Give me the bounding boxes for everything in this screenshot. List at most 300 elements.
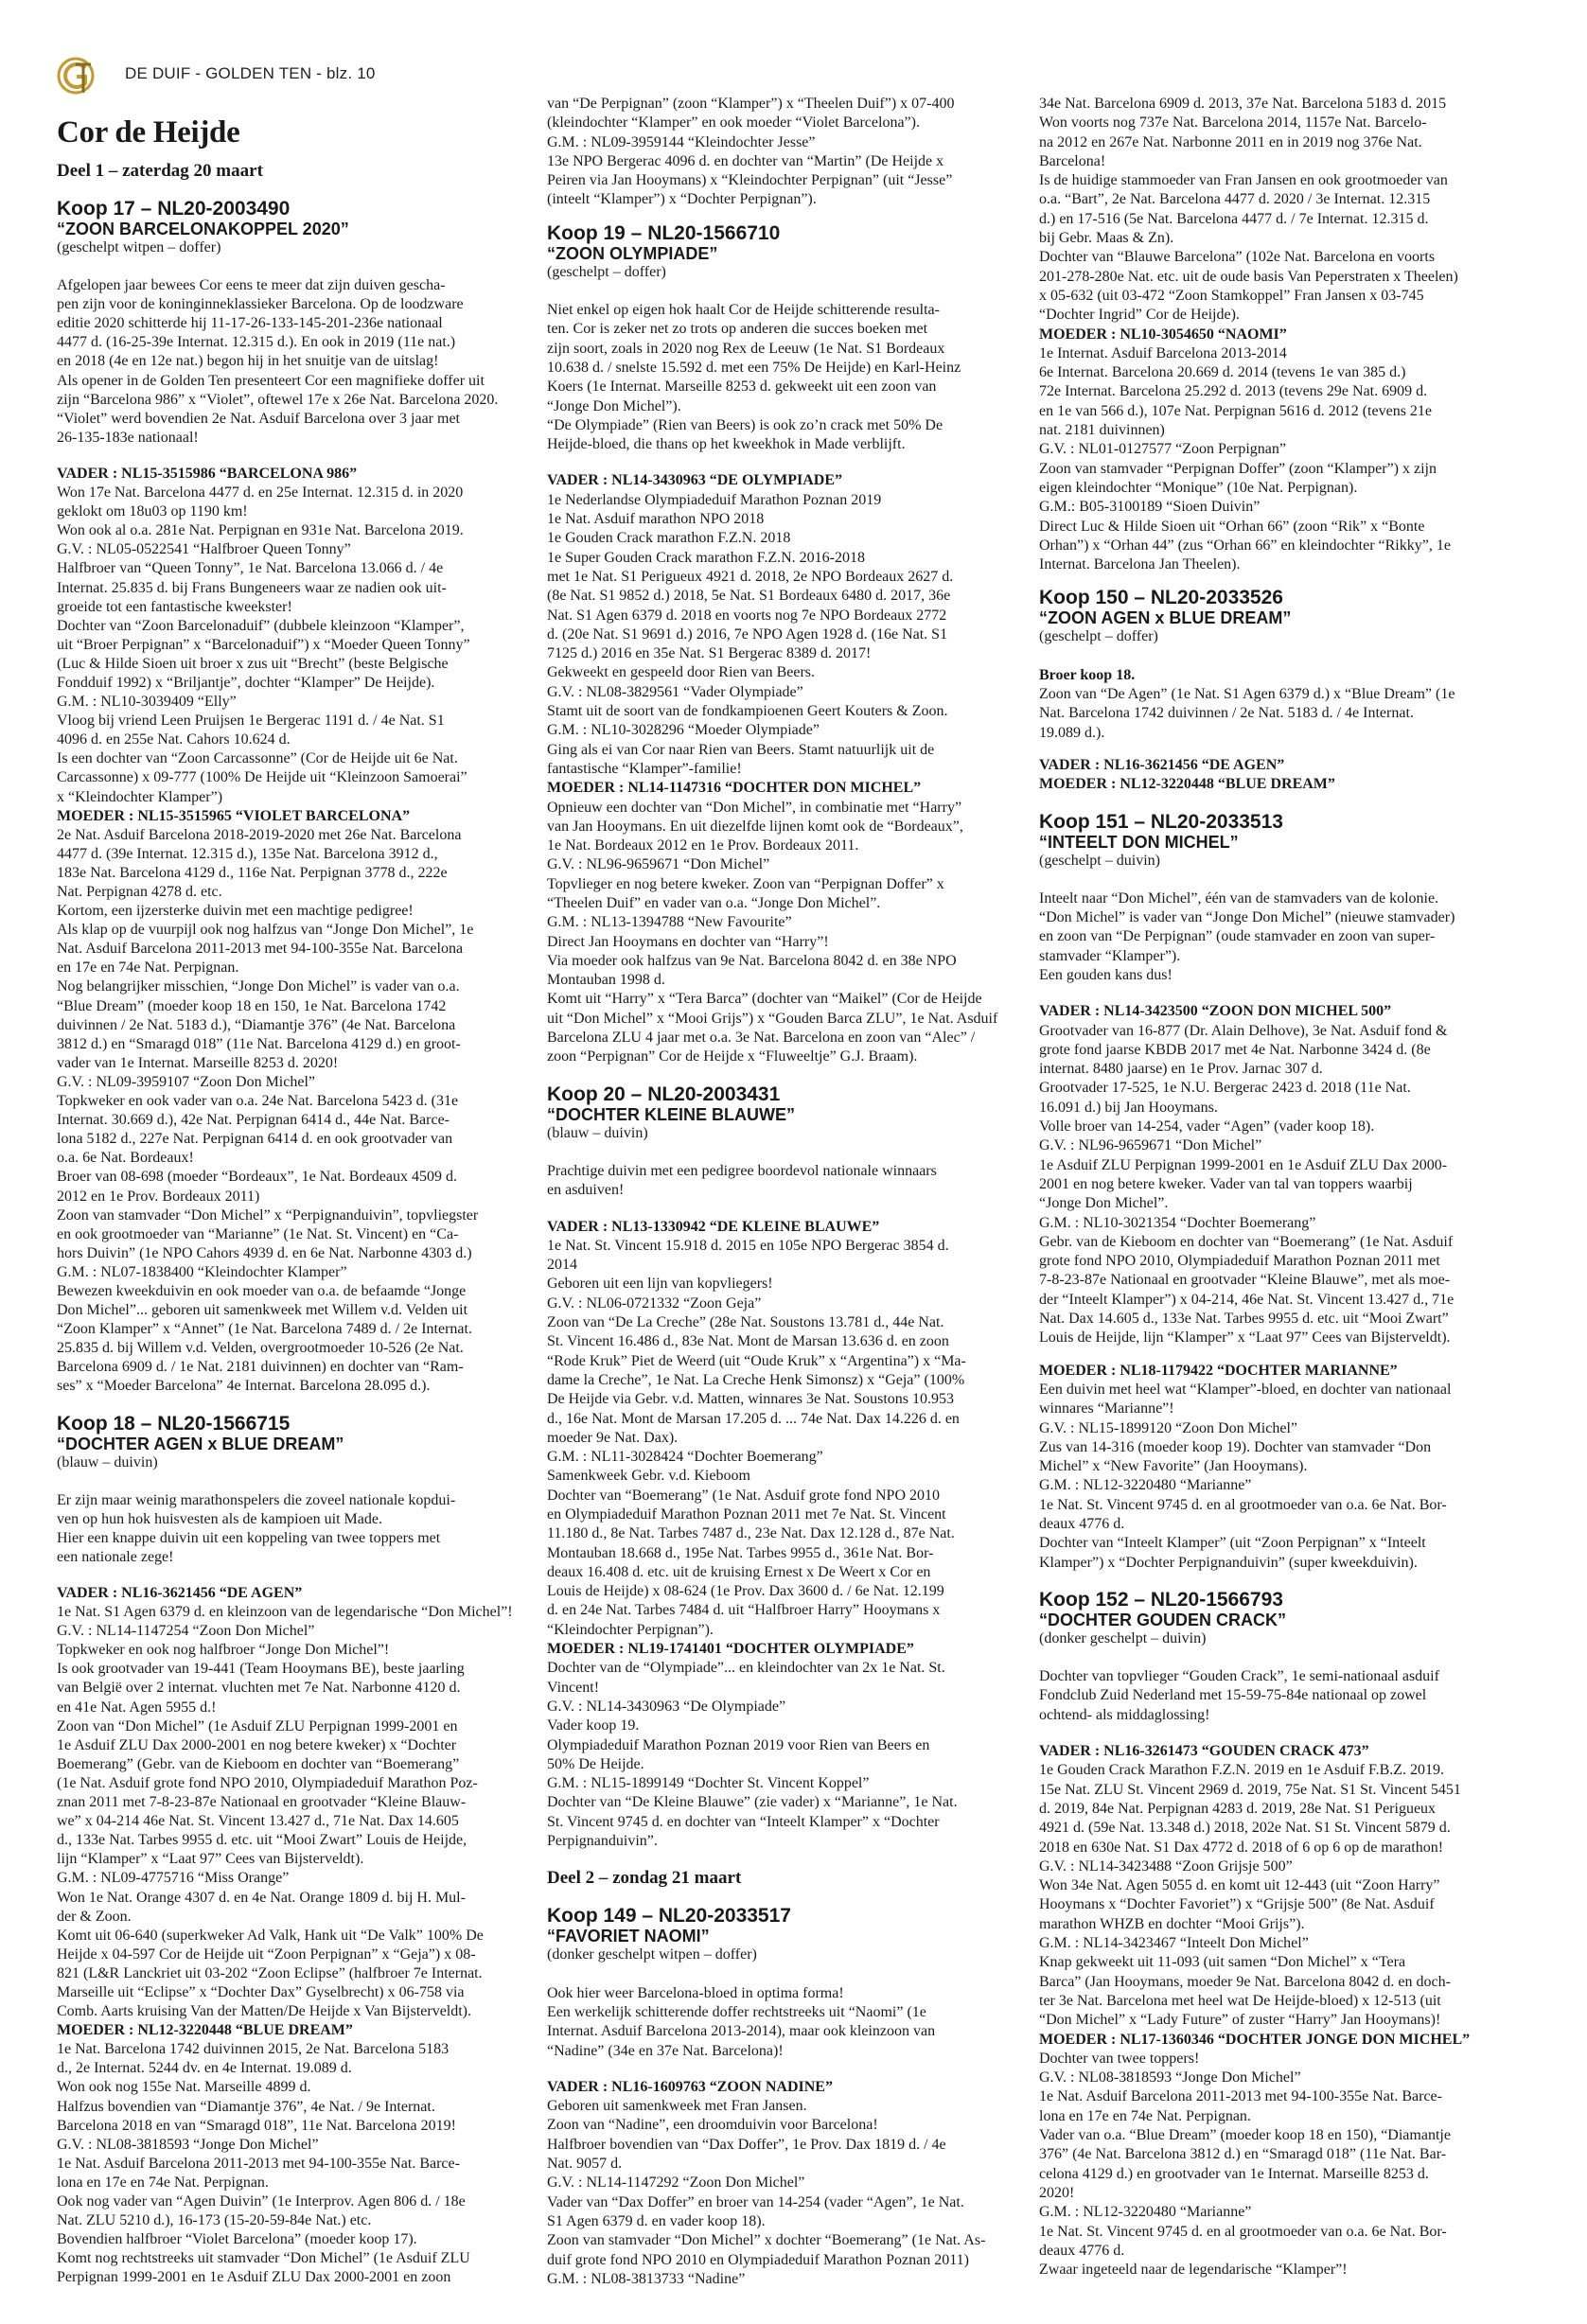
pedigree-line: G.M. : NL10-3021354 “Dochter Boemerang” bbox=[1039, 1214, 1316, 1231]
intro-line: ven op hun hok huisvesten als de kampioen uit Made. bbox=[57, 1510, 382, 1527]
lot-entry bbox=[1039, 812, 1531, 1573]
pedigree-line: 4477 d. (39e Internat. 12.315 d.), 135e Nat. Barcelona 3912 d., bbox=[57, 845, 438, 862]
pedigree-line: Olympiadeduif Marathon Poznan 2019 voor Rien van Beers en bbox=[547, 1736, 930, 1753]
text-line: en 1e van 566 d.), 107e Nat. Perpignan 5616 d. 2012 (tevens 21e bbox=[1039, 402, 1433, 419]
pedigree-line: G.M. : NL11-3028424 “Dochter Boemerang” bbox=[547, 1449, 823, 1466]
pedigree-line: Bewezen kweekduivin en ook moeder van o.a. de befaamde “Jonge bbox=[57, 1282, 467, 1299]
intro-line: Afgelopen jaar bewees Cor eens te meer dat zijn duiven gescha- bbox=[57, 277, 446, 294]
pedigree-line: deaux 4776 d. bbox=[1039, 2242, 1125, 2259]
pedigree-line: winnares “Marianne”! bbox=[1039, 1400, 1174, 1417]
pedigree-line: (1e Nat. Asduif grote fond NPO 2010, Olympiadeduif Marathon Poz- bbox=[57, 1774, 478, 1791]
pedigree-line: St. Vincent 16.486 d., 83e Nat. Mont de Marsan 13.636 d. en zoon bbox=[547, 1333, 949, 1350]
pedigree-line: Louis de Heijde, lijn “Klamper” x “Laat 97” Cees van Bijsterveldt). bbox=[1039, 1329, 1451, 1347]
pedigree-line: 2e Nat. Asduif Barcelona 2018-2019-2020 met 26e Nat. Barcelona bbox=[57, 826, 462, 843]
intro-line: ten. Cor is zeker net zo trots op anderen die succes boeken met bbox=[547, 321, 928, 338]
text-line: 201-278-280e Nat. etc. uit de oude basis Van Peperstraten x Theelen) bbox=[1039, 268, 1458, 285]
pedigree-line: (8e Nat. S1 9852 d.) 2018, 5e Nat. S1 Bordeaux 6480 d. 2017, 36e bbox=[547, 588, 951, 605]
spacer bbox=[1039, 1348, 1531, 1362]
text-line: MOEDER : NL10-3054650 “NAOMI” bbox=[1039, 326, 1287, 343]
lot-intro bbox=[57, 1491, 526, 1567]
text-line: G.M.: B05-3100189 “Sioen Duivin” bbox=[1039, 499, 1261, 516]
intro-line: Ook hier weer Barcelona-bloed in optima forma! bbox=[547, 1984, 844, 2001]
lot-name: “ZOON AGEN x BLUE DREAM” bbox=[1039, 608, 1292, 628]
pedigree-line: Gekweekt en gespeeld door Rien van Beers. bbox=[547, 664, 816, 681]
pedigree-line: G.V. : NL08-3829561 “Vader Olympiade” bbox=[547, 683, 803, 700]
intro-line: “Jonge Don Michel”). bbox=[547, 397, 681, 414]
lot-entry bbox=[547, 1868, 1016, 2289]
pedigree-line: Geboren uit samenkweek met Fran Jansen. bbox=[547, 2098, 807, 2115]
pedigree-line: Boemerang” (Gebr. van de Kieboom en dochter van “Boemerang” bbox=[57, 1755, 460, 1772]
pedigree-line: der “Inteelt Klamper”) x 04-214, 46e Nat. St. Vincent 13.427 d., 71e bbox=[1039, 1291, 1455, 1308]
pedigree-line: G.V. : NL14-1147292 “Zoon Don Michel” bbox=[547, 2174, 805, 2192]
parent-heading: VADER : NL16-3621456 “DE AGEN” bbox=[57, 1585, 303, 1601]
lot-heading: Koop 19 – NL20-1566710 bbox=[547, 221, 781, 244]
lot-entry bbox=[57, 199, 526, 1397]
parent-heading: VADER : NL16-1609763 “ZOON NADINE” bbox=[547, 2078, 833, 2095]
intro-line: Als opener in de Golden Ten presenteert Cor een magnifieke doffer uit bbox=[57, 372, 485, 389]
pedigree-line: “Don Michel” x “Lady Future” of zuster “Harry” Jan Hooymans)! bbox=[1039, 2012, 1441, 2029]
intro-line: “De Olympiade” (Rien van Beers) is ook zo’n crack met 50% De bbox=[547, 416, 943, 433]
pedigree-line: Barcelona 2018 en van “Smaragd 018”, 11e Nat. Barcelona 2019! bbox=[57, 2117, 456, 2134]
pedigree-line: moeder 9e Nat. Dax). bbox=[547, 1429, 679, 1446]
pedigree-line: deaux 4776 d. bbox=[1039, 1516, 1125, 1532]
pedigree-line: 2014 bbox=[547, 1257, 577, 1274]
pedigree-line: G.V. : NL08-3818593 “Jonge Don Michel” bbox=[57, 2136, 319, 2153]
pedigree-line: 1e Gouden Crack Marathon F.Z.N. 2019 en 1e Asduif F.B.Z. 2019. bbox=[1039, 1762, 1445, 1779]
pedigree-line: d., 16e Nat. Mont de Marsan 17.205 d. ... 74e Nat. Dax 14.226 d. en bbox=[547, 1410, 960, 1427]
lot-entry bbox=[547, 1084, 1016, 1852]
text-line: 1e Internat. Asduif Barcelona 2013-2014 bbox=[1039, 344, 1287, 361]
intro-line: Fondclub Zuid Nederland met 15-59-75-84e nationaal op zowel bbox=[1039, 1687, 1427, 1704]
pedigree-line: Perpignanduivin”. bbox=[547, 1833, 658, 1850]
intro-line: 10.638 d. / snelste 15.592 d. met een 75% De Heijde) en Karl-Heinz bbox=[547, 359, 961, 376]
pedigree-line: Dochter van twee toppers! bbox=[1039, 2050, 1200, 2067]
pedigree-line: Volle broer van 14-254, vader “Agen” (vader koop 18). bbox=[1039, 1118, 1375, 1136]
lot-name: “ZOON OLYMPIADE” bbox=[547, 243, 718, 263]
pedigree-line: van Jan Hooymans. En uit diezelfde lijnen komt ook de “Bordeaux”, bbox=[547, 818, 963, 835]
lot-heading: Koop 18 – NL20-1566715 bbox=[57, 1412, 291, 1435]
text-line: eigen kleindochter “Monique” (10e Nat. Perpignan). bbox=[1039, 479, 1358, 496]
pedigree-line: 1e Nat. Bordeaux 2012 en 1e Prov. Bordeaux 2011. bbox=[547, 837, 859, 854]
pedigree-line: Internat. 25.835 d. bij Frans Bungeneers waar ze nadien ook uit- bbox=[57, 579, 447, 596]
pedigree-line: (Luc & Hilde Sioen uit broer x zus uit “Brecht” (beste Belgische bbox=[57, 655, 449, 672]
intro-line: “Nadine” (34e en 37e Nat. Barcelona)! bbox=[547, 2042, 784, 2059]
pedigree-line: groeide tot een fantastische kweekster! bbox=[57, 598, 292, 615]
lot-name: “DOCHTER KLEINE BLAUWE” bbox=[547, 1104, 795, 1124]
pedigree-line: Louis de Heijde) x 08-624 (1e Prov. Dax 3600 d. / 6e Nat. 12.199 bbox=[547, 1583, 944, 1600]
pedigree-line: Nat. Barcelona 1742 duivinnen / 2e Nat. 5183 d. / 4e Internat. bbox=[1039, 705, 1414, 722]
pedigree-line: 376” (4e Nat. Barcelona 3812 d.) en “Smaragd 018” (11e Nat. Bar- bbox=[1039, 2146, 1447, 2163]
spacer bbox=[547, 210, 1016, 223]
intro-line: “Don Michel” is vader van “Jonge Don Michel” (nieuwe stamvader) bbox=[1039, 909, 1455, 926]
pedigree-line: “Blue Dream” (moeder koop 18 en 150, 1e Nat. Barcelona 1742 bbox=[57, 997, 447, 1014]
pedigree-line: “Kleindochter Perpignan”). bbox=[547, 1621, 714, 1638]
intro-line: Een werkelijk schitterende doffer rechtstreeks uit “Naomi” (1e bbox=[547, 2003, 926, 2020]
pedigree-line: G.M. : NL08-3813733 “Nadine” bbox=[547, 2270, 746, 2287]
pedigree-line: Dochter van “Boemerang” (1e Nat. Asduif grote fond NPO 2010 bbox=[547, 1487, 940, 1504]
text-line: 34e Nat. Barcelona 6909 d. 2013, 37e Nat. Barcelona 5183 d. 2015 bbox=[1039, 96, 1447, 112]
pedigree-line: Komt uit “Harry” x “Tera Barca” (dochter van “Maikel” (Cor de Heijde bbox=[547, 991, 982, 1008]
intro-line: en 2018 (4e en 12e nat.) begon hij in het snuitje van de uitslag! bbox=[57, 353, 439, 370]
lot-colour: (donker geschelpt – duivin) bbox=[1039, 1629, 1207, 1646]
pedigree-line: 16.091 d.) bij Jan Hooymans. bbox=[1039, 1099, 1218, 1116]
pedigree-line: der & Zoon. bbox=[57, 1908, 132, 1925]
pedigree-line: Topvlieger en nog betere kweker. Zoon van “Perpignan Doffer” x bbox=[547, 875, 944, 892]
pedigree-line: 1e Nat. S1 Agen 6379 d. en kleinzoon van de legendarische “Don Michel”! bbox=[57, 1604, 513, 1621]
spacer bbox=[1039, 574, 1531, 588]
pedigree-line: celona 4129 d.) en grootvader van 1e Internat. Marseille 8253 d. bbox=[1039, 2165, 1429, 2182]
pedigree-line: 183e Nat. Barcelona 4129 d., 116e Nat. Perpignan 3778 d., 222e bbox=[57, 864, 448, 881]
pedigree-line: uit “Don Michel” x “Mooi Grijs”) x “Gouden Barca ZLU”, 1e Nat. Asduif bbox=[547, 1010, 998, 1027]
pedigree-line: Vader van “Dax Doffer” en broer van 14-254 (vader “Agen”, 1e Nat. bbox=[547, 2193, 964, 2210]
lot-colour: (donker geschelpt witpen – doffer) bbox=[547, 1946, 757, 1963]
text-line: 6e Internat. Barcelona 20.669 d. 2014 (tevens 1e van 385 d.) bbox=[1039, 364, 1406, 381]
pedigree-line: hors Duivin” (1e NPO Cahors 4939 d. en 6e Nat. Narbonne 4303 d.) bbox=[57, 1244, 472, 1261]
pedigree-line: 3812 d.) en “Smaragd 018” (11e Nat. Barcelona 4129 d.) en groot- bbox=[57, 1035, 461, 1052]
lot-colour: (geschelpt – doffer) bbox=[1039, 628, 1158, 645]
pedigree-line: G.V. : NL14-3430963 “De Olympiade” bbox=[547, 1698, 786, 1715]
pedigree-line: “Theelen Duif” en vader van o.a. “Jonge Don Michel”. bbox=[547, 894, 881, 911]
intro-line: Dochter van topvlieger “Gouden Crack”, 1e semi-nationaal asduif bbox=[1039, 1668, 1439, 1685]
pedigree-line: Geboren uit een lijn van kopvliegers! bbox=[547, 1276, 773, 1293]
lot-entry bbox=[1039, 1590, 1531, 2280]
text-line: Won voorts nog 737e Nat. Barcelona 2014, 1157e Nat. Barcelo- bbox=[1039, 114, 1427, 132]
lot-colour: (geschelpt – doffer) bbox=[547, 263, 666, 280]
pedigree-line: Ook nog vader van “Agen Duivin” (1e Interprov. Agen 806 d. / 18e bbox=[57, 2193, 466, 2210]
lot-name: “FAVORIET NAOMI” bbox=[547, 1927, 710, 1946]
intro-line: “Violet” werd bovendien 2e Nat. Asduif Barcelona over 3 jaar met bbox=[57, 410, 460, 427]
pedigree-line: 19.089 d.). bbox=[1039, 724, 1105, 741]
pedigree-line: Vloog bij vriend Leen Pruijsen 1e Bergerac 1191 d. / 4e Nat. S1 bbox=[57, 713, 445, 730]
lot-heading: Koop 149 – NL20-2033517 bbox=[547, 1905, 791, 1928]
pedigree-line: G.M. : NL10-3028296 “Moeder Olympiade” bbox=[547, 722, 820, 739]
intro-line: en zoon van “De Perpignan” (oude stamvader en zoon van super- bbox=[1039, 928, 1436, 945]
pedigree-line: Ging als ei van Cor naar Rien van Beers. Stamt natuurlijk uit de bbox=[547, 741, 935, 758]
pedigree-line: 1e Nat. Asduif marathon NPO 2018 bbox=[547, 511, 765, 528]
pedigree-line: Topkweker en ook vader van o.a. 24e Nat. Barcelona 5423 d. (31e bbox=[57, 1093, 459, 1110]
parent-heading: MOEDER : NL12-3220448 “BLUE DREAM” bbox=[57, 2022, 353, 2039]
pedigree-line: Barcelona ZLU 4 jaar met o.a. 3e Nat. Barcelona en zoon van “Alec” / bbox=[547, 1030, 976, 1047]
pedigree-line: 1e Nat. St. Vincent 9745 d. en al grootmoeder van o.a. 6e Nat. Bor- bbox=[1039, 1496, 1447, 1513]
pedigree-line: G.V. : NL08-3818593 “Jonge Don Michel” bbox=[1039, 2069, 1301, 2086]
parent-heading: VADER : NL14-3430963 “DE OLYMPIADE” bbox=[547, 472, 843, 489]
lot-intro bbox=[547, 1162, 1016, 1201]
pedigree-line: 821 (L&R Lanckriet uit 03-202 “Zoon Eclipse” (halfbroer 7e Internat. bbox=[57, 1964, 483, 1981]
pedigree-line: G.V. : NL15-1899120 “Zoon Don Michel” bbox=[1039, 1419, 1297, 1436]
pedigree-line: duivinnen / 2e Nat. 5183 d.), “Diamantje 376” (4e Nat. Barcelona bbox=[57, 1016, 456, 1033]
pedigree-line: Bovendien halfbroer “Violet Barcelona” (moeder koop 17). bbox=[57, 2231, 417, 2248]
intro-line: Heijde-bloed, die thans op het kweekhok in Made verblijft. bbox=[547, 436, 906, 453]
pedigree-line: Nat. Perpignan 4278 d. etc. bbox=[57, 884, 222, 900]
pedigree-line: Dochter van “Inteelt Klamper” (uit “Zoon Perpignan” x “Inteelt bbox=[1039, 1535, 1426, 1552]
lot-heading: Koop 20 – NL20-2003431 bbox=[547, 1083, 781, 1105]
parent-heading: MOEDER : NL12-3220448 “BLUE DREAM” bbox=[1039, 776, 1335, 793]
pedigree-line: Comb. Aarts kruising Van der Matten/De Heijde x Van Bijsterveldt). bbox=[57, 2003, 472, 2020]
pedigree-line: G.V. : NL14-1147254 “Zoon Don Michel” bbox=[57, 1623, 315, 1640]
pedigree-line: 7125 d.) 2016 en 35e Nat. S1 Bergerac 8389 d. 2017! bbox=[547, 645, 872, 662]
lot-entry bbox=[57, 1414, 526, 2288]
pedigree-line: Een duivin met heel wat “Klamper”-bloed, en dochter van nationaal bbox=[1039, 1381, 1452, 1398]
pedigree-line: en 41e Nat. Agen 5955 d.! bbox=[57, 1699, 217, 1716]
intro-line: Een gouden kans dus! bbox=[1039, 966, 1173, 983]
parent-heading: VADER : NL16-3261473 “GOUDEN CRACK 473” bbox=[1039, 1743, 1369, 1760]
lot-heading: Koop 152 – NL20-1566793 bbox=[1039, 1588, 1283, 1611]
lot-name: “INTEELT DON MICHEL” bbox=[1039, 832, 1239, 852]
text-line: x 05-632 (uit 03-472 “Zoon Stamkoppel” Fran Jansen x 03-745 bbox=[1039, 287, 1424, 304]
pedigree-line: Kortom, een ijzersterke duivin met een machtige pedigree! bbox=[57, 903, 414, 920]
pedigree-line: Dochter van “Zoon Barcelonaduif” (dubbele kleinzoon “Klamper”, bbox=[57, 617, 465, 634]
pedigree-line: 4921 d. (59e Nat. 13.348 d.) 2018, 202e Nat. S1 St. Vincent 5879 d. bbox=[1039, 1820, 1451, 1837]
pedigree-line: Als klap op de vuurpijl ook nog halfzus van “Jonge Don Michel”, 1e bbox=[57, 922, 474, 939]
pedigree-line: Won 1e Nat. Orange 4307 d. en 4e Nat. Orange 1809 d. bij H. Mul- bbox=[57, 1889, 466, 1906]
pedigree bbox=[1039, 1002, 1531, 1573]
pedigree-line: St. Vincent 9745 d. en dochter van “Inteelt Klamper” x “Dochter bbox=[547, 1813, 940, 1830]
pedigree-line: Klamper”) x “Dochter Perpignanduivin” (super kweekduivin). bbox=[1039, 1554, 1418, 1571]
pedigree-line: 2020! bbox=[1039, 2184, 1075, 2201]
lot-heading: Koop 150 – NL20-2033526 bbox=[1039, 587, 1283, 609]
pedigree-line: Zus van 14-316 (moeder koop 19). Dochter van stamvader “Don bbox=[1039, 1438, 1432, 1455]
pedigree bbox=[1039, 666, 1531, 795]
pedigree-line: znan 2011 met 7-8-23-87e Nationaal en grootvader “Kleine Blauw- bbox=[57, 1794, 467, 1811]
intro-line: editie 2020 schitterde hij 11-17-26-133-145-201-236e nationaal bbox=[57, 315, 443, 332]
pedigree-line: Won ook al o.a. 281e Nat. Perpignan en 931e Nat. Barcelona 2019. bbox=[57, 522, 464, 539]
intro-line: Prachtige duivin met een pedigree boordevol nationale winnaars bbox=[547, 1162, 937, 1179]
pedigree bbox=[57, 465, 526, 1397]
pedigree-line: fantastische “Klamper”-familie! bbox=[547, 760, 742, 777]
pedigree-line: Won 17e Nat. Barcelona 4477 d. en 25e Internat. 12.315 d. in 2020 bbox=[57, 484, 464, 502]
pedigree-line: Heijde x 04-597 Cor de Heijde uit “Zoon Perpignan” x “Geja”) x 08- bbox=[57, 1945, 476, 1963]
pedigree-line: Won 34e Nat. Agen 5055 d. en komt uit 12-443 (uit “Zoon Harry” bbox=[1039, 1877, 1440, 1894]
intro-line: Hier een knappe duivin uit een koppeling van twee toppers met bbox=[57, 1529, 441, 1546]
pedigree-line: Stamt uit de soort van de fondkampioenen Geert Kouters & Zoon. bbox=[547, 703, 948, 720]
lot-heading: Koop 17 – NL20-2003490 bbox=[57, 198, 291, 220]
pedigree-line: en ook grootmoeder van “Marianne” (1e Nat. St. Vincent) en “Ca- bbox=[57, 1225, 459, 1242]
golden-ten-logo-icon bbox=[57, 57, 95, 95]
lot-name: “ZOON BARCELONAKOPPEL 2020” bbox=[57, 220, 349, 238]
pedigree-line: lijn “Klamper” x “Laat 97” Cees van Bijsterveldt). bbox=[57, 1851, 364, 1868]
pedigree-line: Dochter van “De Kleine Blauwe” (zie vader) x “Marianne”, 1e Nat. bbox=[547, 1794, 958, 1811]
pedigree bbox=[547, 2078, 1016, 2289]
pedigree-line: en 17e en 74e Nat. Perpignan. bbox=[57, 960, 239, 977]
pedigree-line: Perpignan 1999-2001 en 1e Asduif ZLU Dax 2000-2001 en zoon bbox=[57, 2269, 451, 2286]
pedigree-line: Gebr. van de Kieboom en dochter van “Boemerang” (1e Nat. Asduif bbox=[1039, 1233, 1454, 1250]
pedigree-line: Broer van 08-698 (moeder “Bordeaux”, 1e Nat. Bordeaux 4509 d. bbox=[57, 1169, 457, 1186]
pedigree-line: duif grote fond NPO 2010 en Olympiadeduif Marathon Poznan 2011) bbox=[547, 2251, 969, 2268]
text-line: Barcelona! bbox=[1039, 152, 1106, 169]
pedigree-line: Don Michel”... geboren uit samenkweek met Willem v.d. Velden uit bbox=[57, 1302, 468, 1319]
pedigree-line: we” x 04-214 46e Nat. St. Vincent 13.427 d., 71e Nat. Dax 14.605 bbox=[57, 1813, 459, 1830]
pedigree-line: 1e Super Gouden Crack marathon F.Z.N. 2016-2018 bbox=[547, 549, 865, 566]
pedigree-line: met 1e Nat. S1 Perigueux 4921 d. 2018, 2e NPO Bordeaux 2627 d. bbox=[547, 568, 954, 585]
text-line: G.M. : NL09-3959144 “Kleindochter Jesse” bbox=[547, 133, 816, 150]
text-line: Direct Luc & Hilde Sioen uit “Orhan 66” (zoon “Rik” x “Bonte bbox=[1039, 518, 1425, 535]
pedigree-line: geklokt om 18u03 op 1190 km! bbox=[57, 503, 248, 520]
text-line: van “De Perpignan” (zoon “Klamper”) x “Theelen Duif”) x 07-400 bbox=[547, 96, 955, 112]
intro-line: Internat. Asduif Barcelona 2013-2014), maar ook kleinzoon van bbox=[547, 2023, 936, 2040]
pedigree-line: van België over 2 internat. vluchten met 7e Nat. Narbonne 4120 d. bbox=[57, 1680, 461, 1697]
pedigree-line: Topkweker en ook nog halfbroer “Jonge Don Michel”! bbox=[57, 1642, 390, 1659]
pedigree-line: grote fond NPO 2010, Olympiadeduif Marathon Poznan 2011 met bbox=[1039, 1253, 1440, 1270]
pedigree-line: 50% De Heijde. bbox=[547, 1755, 644, 1772]
pedigree-line: 7-8-23-87e Nationaal en grootvader “Kleine Blauwe”, met als moe- bbox=[1039, 1272, 1451, 1289]
pedigree-line: 1e Nederlandse Olympiadeduif Marathon Poznan 2019 bbox=[547, 491, 882, 508]
text-line: (kleindochter “Klamper” en ook moeder “Violet Barcelona”). bbox=[547, 114, 920, 132]
parent-heading: VADER : NL15-3515986 “BARCELONA 986” bbox=[57, 465, 358, 482]
spacer bbox=[1039, 743, 1531, 756]
text-block bbox=[1039, 344, 1531, 575]
pedigree-line: zoon “Perpignan” Cor de Heijde x “Fluweeltje” G.J. Braam). bbox=[547, 1048, 918, 1065]
text-line: Orhan”) x “Orhan 44” (zus “Orhan 66” en kleindochter “Rikky”, 1e bbox=[1039, 537, 1451, 554]
pedigree-line: 1e Nat. Asduif Barcelona 2011-2013 met 94-100-355e Nat. Barce- bbox=[57, 2155, 460, 2172]
lot-intro bbox=[57, 276, 526, 448]
pedigree-line: dame la Creche”, 1e Nat. La Creche Henk Simonsz) x “Geja” (100% bbox=[547, 1371, 965, 1388]
pedigree-line: 15e Nat. ZLU St. Vincent 2969 d. 2019, 75e Nat. S1 St. Vincent 5451 bbox=[1039, 1781, 1461, 1798]
pedigree-line: Nat. 9057 d. bbox=[547, 2156, 623, 2173]
pedigree-line: Nat. Asduif Barcelona 2011-2013 met 94-100-355e Nat. Barcelona bbox=[57, 941, 464, 958]
pedigree-line: G.V. : NL09-3959107 “Zoon Don Michel” bbox=[57, 1073, 315, 1090]
pedigree-line: G.V. : NL05-0522541 “Halfbroer Queen Tonny” bbox=[57, 541, 351, 558]
lot-entry bbox=[1039, 588, 1531, 794]
parent-heading: MOEDER : NL19-1741401 “DOCHTER OLYMPIADE” bbox=[547, 1641, 914, 1658]
pedigree-line: Knap gekweekt uit 11-093 (uit samen “Don Michel” x “Tera bbox=[1039, 1954, 1406, 1971]
pedigree-line: 2018 en 630e Nat. S1 Dax 4772 d. 2018 of 6 op 6 op de marathon! bbox=[1039, 1839, 1444, 1856]
pedigree-line: ses” x “Moeder Barcelona” 4e Internat. Barcelona 28.095 d.). bbox=[57, 1378, 431, 1395]
pedigree-line: Zoon van “De Agen” (1e Nat. S1 Agen 6379 d.) x “Blue Dream” (1e bbox=[1039, 686, 1455, 703]
lot-entry bbox=[547, 223, 1016, 1067]
pedigree-line: d. 2019, 84e Nat. Perpignan 4283 d. 2019, 28e Nat. S1 Perigueux bbox=[1039, 1800, 1437, 1817]
pedigree bbox=[547, 471, 1016, 1066]
pedigree-line: 2001 en nog betere kweker. Vader van tal van toppers waarbij bbox=[1039, 1175, 1413, 1192]
pedigree-line: o.a. 6e Nat. Bordeaux! bbox=[57, 1150, 194, 1167]
pedigree-line: G.M. : NL13-1394788 “New Favourite” bbox=[547, 914, 792, 931]
pedigree-line: Broer koop 18. bbox=[1039, 666, 1136, 683]
pedigree-line: Nat. ZLU 5210 d.), 16-173 (15-20-59-84e Nat.) etc. bbox=[57, 2212, 372, 2229]
parent-heading: VADER : NL14-3423500 “ZOON DON MICHEL 500” bbox=[1039, 1003, 1392, 1020]
text-line: Dochter van “Blauwe Barcelona” (102e Nat. Barcelona en voorts bbox=[1039, 249, 1436, 266]
pedigree-line: Carcassonne) x 09-777 (100% De Heijde uit “Kleinzoon Samoerai” bbox=[57, 769, 467, 786]
pedigree-line: Zoon van stamvader “Don Michel” x dochter “Boemerang” (1e Nat. As- bbox=[547, 2232, 986, 2249]
pedigree-line: uit “Broer Perpignan” x “Barcelonaduif”) x “Moeder Queen Tonny” bbox=[57, 636, 470, 653]
pedigree-line: 25.835 d. bij Willem v.d. Velden, overgrootmoeder 10-526 (2e Nat. bbox=[57, 1340, 464, 1357]
pedigree-line: Won ook nog 155e Nat. Marseille 4899 d. bbox=[57, 2079, 311, 2096]
pedigree-line: deaux 16.408 d. etc. uit de kruising Ernest x De Weert x Cor en bbox=[547, 1563, 931, 1580]
pedigree-line: “Jonge Don Michel”. bbox=[1039, 1195, 1169, 1212]
pedigree-line: G.V. : NL96-9659671 “Don Michel” bbox=[547, 856, 770, 873]
pedigree-line: x “Kleindochter Klamper”) bbox=[57, 788, 223, 805]
text-line: Zoon van stamvader “Perpignan Doffer” (zoon “Klamper”) x zijn bbox=[1039, 460, 1437, 477]
text-line: “Dochter Ingrid” Cor de Heijde). bbox=[1039, 307, 1240, 324]
text-line: Internat. Barcelona Jan Theelen). bbox=[1039, 556, 1241, 573]
pedigree-line: 1e Nat. Barcelona 1742 duivinnen 2015, 2e Nat. Barcelona 5183 bbox=[57, 2041, 450, 2058]
pedigree-line: Zwaar ingeteeld naar de legendarische “Klamper”! bbox=[1039, 2262, 1348, 2279]
pedigree-line: 11.180 d., 8e Nat. Tarbes 7487 d., 23e Nat. Dax 12.128 d., 87e Nat. bbox=[547, 1525, 955, 1542]
text-line: na 2012 en 267e Nat. Narbonne 2011 en in 2019 nog 376e Nat. bbox=[1039, 133, 1422, 150]
intro-line: en asduiven! bbox=[547, 1182, 625, 1199]
text-line: bij Gebr. Maas & Zn). bbox=[1039, 230, 1174, 247]
article-title: Cor de Heijde bbox=[57, 115, 240, 150]
intro-line: Koers (1e Internat. Marseille 8253 d. gekweekt uit een zoon van bbox=[547, 379, 937, 396]
lot-colour: (geschelpt – duivin) bbox=[1039, 852, 1160, 869]
pedigree-line: Is een dochter van “Zoon Carcassonne” (Cor de Heijde uit 6e Nat. bbox=[57, 750, 458, 767]
pedigree-line: d., 133e Nat. Tarbes 9955 d. etc. uit “Mooi Zwart” Louis de Heijde, bbox=[57, 1832, 467, 1849]
pedigree-line: 2012 en 1e Prov. Bordeaux 2011) bbox=[57, 1188, 260, 1205]
lot-name: “DOCHTER AGEN x BLUE DREAM” bbox=[57, 1434, 344, 1453]
pedigree-line: Barcelona 6909 d. / 1e Nat. 2181 duivinnen) en dochter van “Ram- bbox=[57, 1359, 464, 1376]
pedigree-line: Fondduif 1992) x “Briljantje”, dochter “Klamper” De Heijde). bbox=[57, 674, 435, 691]
pedigree-line: 1e Nat. St. Vincent 15.918 d. 2015 en 105e NPO Bergerac 3854 d. bbox=[547, 1237, 949, 1254]
pedigree-line: G.M. : NL09-4775716 “Miss Orange” bbox=[57, 1870, 290, 1887]
pedigree-line: Internat. 30.669 d.), 42e Nat. Perpignan 6414 d., 44e Nat. Barce- bbox=[57, 1112, 450, 1129]
section-day-heading: Deel 1 – zaterdag 20 maart bbox=[57, 161, 263, 181]
text-line: nat. 2181 duivinnen) bbox=[1039, 422, 1165, 439]
lot-name: “DOCHTER GOUDEN CRACK” bbox=[1039, 1610, 1286, 1629]
pedigree-line: Direct Jan Hooymans en dochter van “Harry”! bbox=[547, 933, 829, 950]
pedigree-line: Zoon van “Nadine”, een droomduivin voor Barcelona! bbox=[547, 2117, 878, 2134]
section-day-heading: Deel 2 – zondag 21 maart bbox=[547, 1868, 742, 1889]
intro-line: Inteelt naar “Don Michel”, één van de stamvaders van de kolonie. bbox=[1039, 889, 1439, 907]
pedigree-line: grote fond jaarse KBDB 2017 met 4e Nat. Narbonne 3424 d. (8e bbox=[1039, 1041, 1431, 1058]
pedigree-line: S1 Agen 6379 d. en vader koop 18). bbox=[547, 2212, 766, 2229]
pedigree-line: Halfzus bovendien van “Diamantje 376”, 4e Nat. / 9e Internat. bbox=[57, 2098, 435, 2115]
pedigree-line: 1e Nat. Asduif Barcelona 2011-2013 met 94-100-355e Nat. Barce- bbox=[1039, 2088, 1442, 2105]
running-head: DE DUIF - GOLDEN TEN - blz. 10 bbox=[125, 64, 376, 82]
pedigree-line: d. en 24e Nat. Tarbes 7484 d. uit “Halfbroer Harry” Hooymans x bbox=[547, 1602, 941, 1619]
column-2 bbox=[547, 95, 1016, 2306]
pedigree-line: Nog belangrijker misschien, “Jonge Don Michel” is vader van o.a. bbox=[57, 978, 460, 995]
intro-line: ochtend- als middaglossing! bbox=[1039, 1706, 1210, 1723]
text-block bbox=[1039, 326, 1531, 344]
lot-intro bbox=[547, 301, 1016, 454]
pedigree-line: 4096 d. en 255e Nat. Cahors 10.624 d. bbox=[57, 731, 291, 748]
column-3 bbox=[1039, 95, 1531, 2297]
pedigree-line: d., 2e Internat. 5244 dv. en 4e Internat. 19.089 d. bbox=[57, 2060, 352, 2077]
pedigree-line: 1e Nat. St. Vincent 9745 d. en al grootmoeder van o.a. 6e Nat. Bor- bbox=[1039, 2223, 1447, 2240]
pedigree-line: G.M. : NL10-3039409 “Elly” bbox=[57, 694, 237, 711]
pedigree-line: Michel” x “New Favorite” (Jan Hooymans). bbox=[1039, 1458, 1308, 1475]
pedigree-line: marathon WHZB en dochter “Mooi Grijs”). bbox=[1039, 1915, 1305, 1932]
pedigree-line: Samenkweek Gebr. v.d. Kieboom bbox=[547, 1468, 750, 1485]
pedigree-line: G.M. : NL12-3220480 “Marianne” bbox=[1039, 1477, 1252, 1494]
parent-heading: MOEDER : NL18-1179422 “DOCHTER MARIANNE” bbox=[1039, 1362, 1398, 1379]
pedigree-line: G.V. : NL06-0721332 “Zoon Geja” bbox=[547, 1294, 762, 1312]
intro-line: zijn soort, zoals in 2020 nog Rex de Leeuw (1e Nat. S1 Bordeaux bbox=[547, 340, 945, 357]
intro-line: stamvader “Klamper”). bbox=[1039, 947, 1181, 964]
lot-intro bbox=[547, 1984, 1016, 2061]
pedigree-line: Marseille uit “Eclipse” x “Dochter Dax” Gyselbrecht) x 06-758 via bbox=[57, 1983, 465, 2000]
pedigree-line: Barca” (Jan Hooymans, moeder 9e Nat. Barcelona 8042 d. en doch- bbox=[1039, 1973, 1451, 1990]
parent-heading: MOEDER : NL15-3515965 “VIOLET BARCELONA” bbox=[57, 807, 411, 824]
parent-heading: MOEDER : NL17-1360346 “DOCHTER JONGE DON MICHEL” bbox=[1039, 2031, 1471, 2048]
intro-line: Er zijn maar weinig marathonspelers die zoveel nationale kopdui- bbox=[57, 1491, 456, 1508]
column-1 bbox=[57, 115, 526, 2304]
pedigree bbox=[547, 1218, 1016, 1852]
text-line: Is de huidige stammoeder van Fran Jansen en ook grootmoeder van bbox=[1039, 172, 1448, 189]
intro-line: Niet enkel op eigen hok haalt Cor de Heijde schitterende resulta- bbox=[547, 302, 940, 319]
lot-colour: (blauw – duivin) bbox=[57, 1453, 158, 1470]
pedigree-line: G.V. : NL96-9659671 “Don Michel” bbox=[1039, 1137, 1262, 1154]
text-line: (inteelt “Klamper”) x “Dochter Perpignan”). bbox=[547, 191, 817, 208]
text-line: 13e NPO Bergerac 4096 d. en dochter van “Martin” (De Heijde x bbox=[547, 152, 944, 169]
pedigree-line: internat. 8480 jaarse) en 1e Prov. Jarnac 307 d. bbox=[1039, 1061, 1323, 1078]
pedigree-line: Vader koop 19. bbox=[547, 1717, 640, 1734]
pedigree-line: De Heijde via Gebr. v.d. Matten, winnares 3e Nat. Soustons 10.953 bbox=[547, 1391, 954, 1408]
pedigree-line: d. (20e Nat. S1 9691 d.) 2016, 7e NPO Agen 1928 d. (16e Nat. S1 bbox=[547, 625, 948, 643]
pedigree-line: Grootvader van 16-877 (Dr. Alain Delhove), 3e Nat. Asduif fond & bbox=[1039, 1022, 1448, 1039]
pedigree-line: ter 3e Nat. Barcelona met heel wat De Heijde-bloed) x 12-513 (uit bbox=[1039, 1992, 1441, 2009]
pedigree-line: lona 5182 d., 227e Nat. Perpignan 6414 d. en ook grootvader van bbox=[57, 1131, 453, 1148]
pedigree-line: Zoon van “Don Michel” (1e Asduif ZLU Perpignan 1999-2001 en bbox=[57, 1717, 458, 1734]
pedigree-line: Opnieuw een dochter van “Don Michel”, in combinatie met “Harry” bbox=[547, 799, 962, 816]
